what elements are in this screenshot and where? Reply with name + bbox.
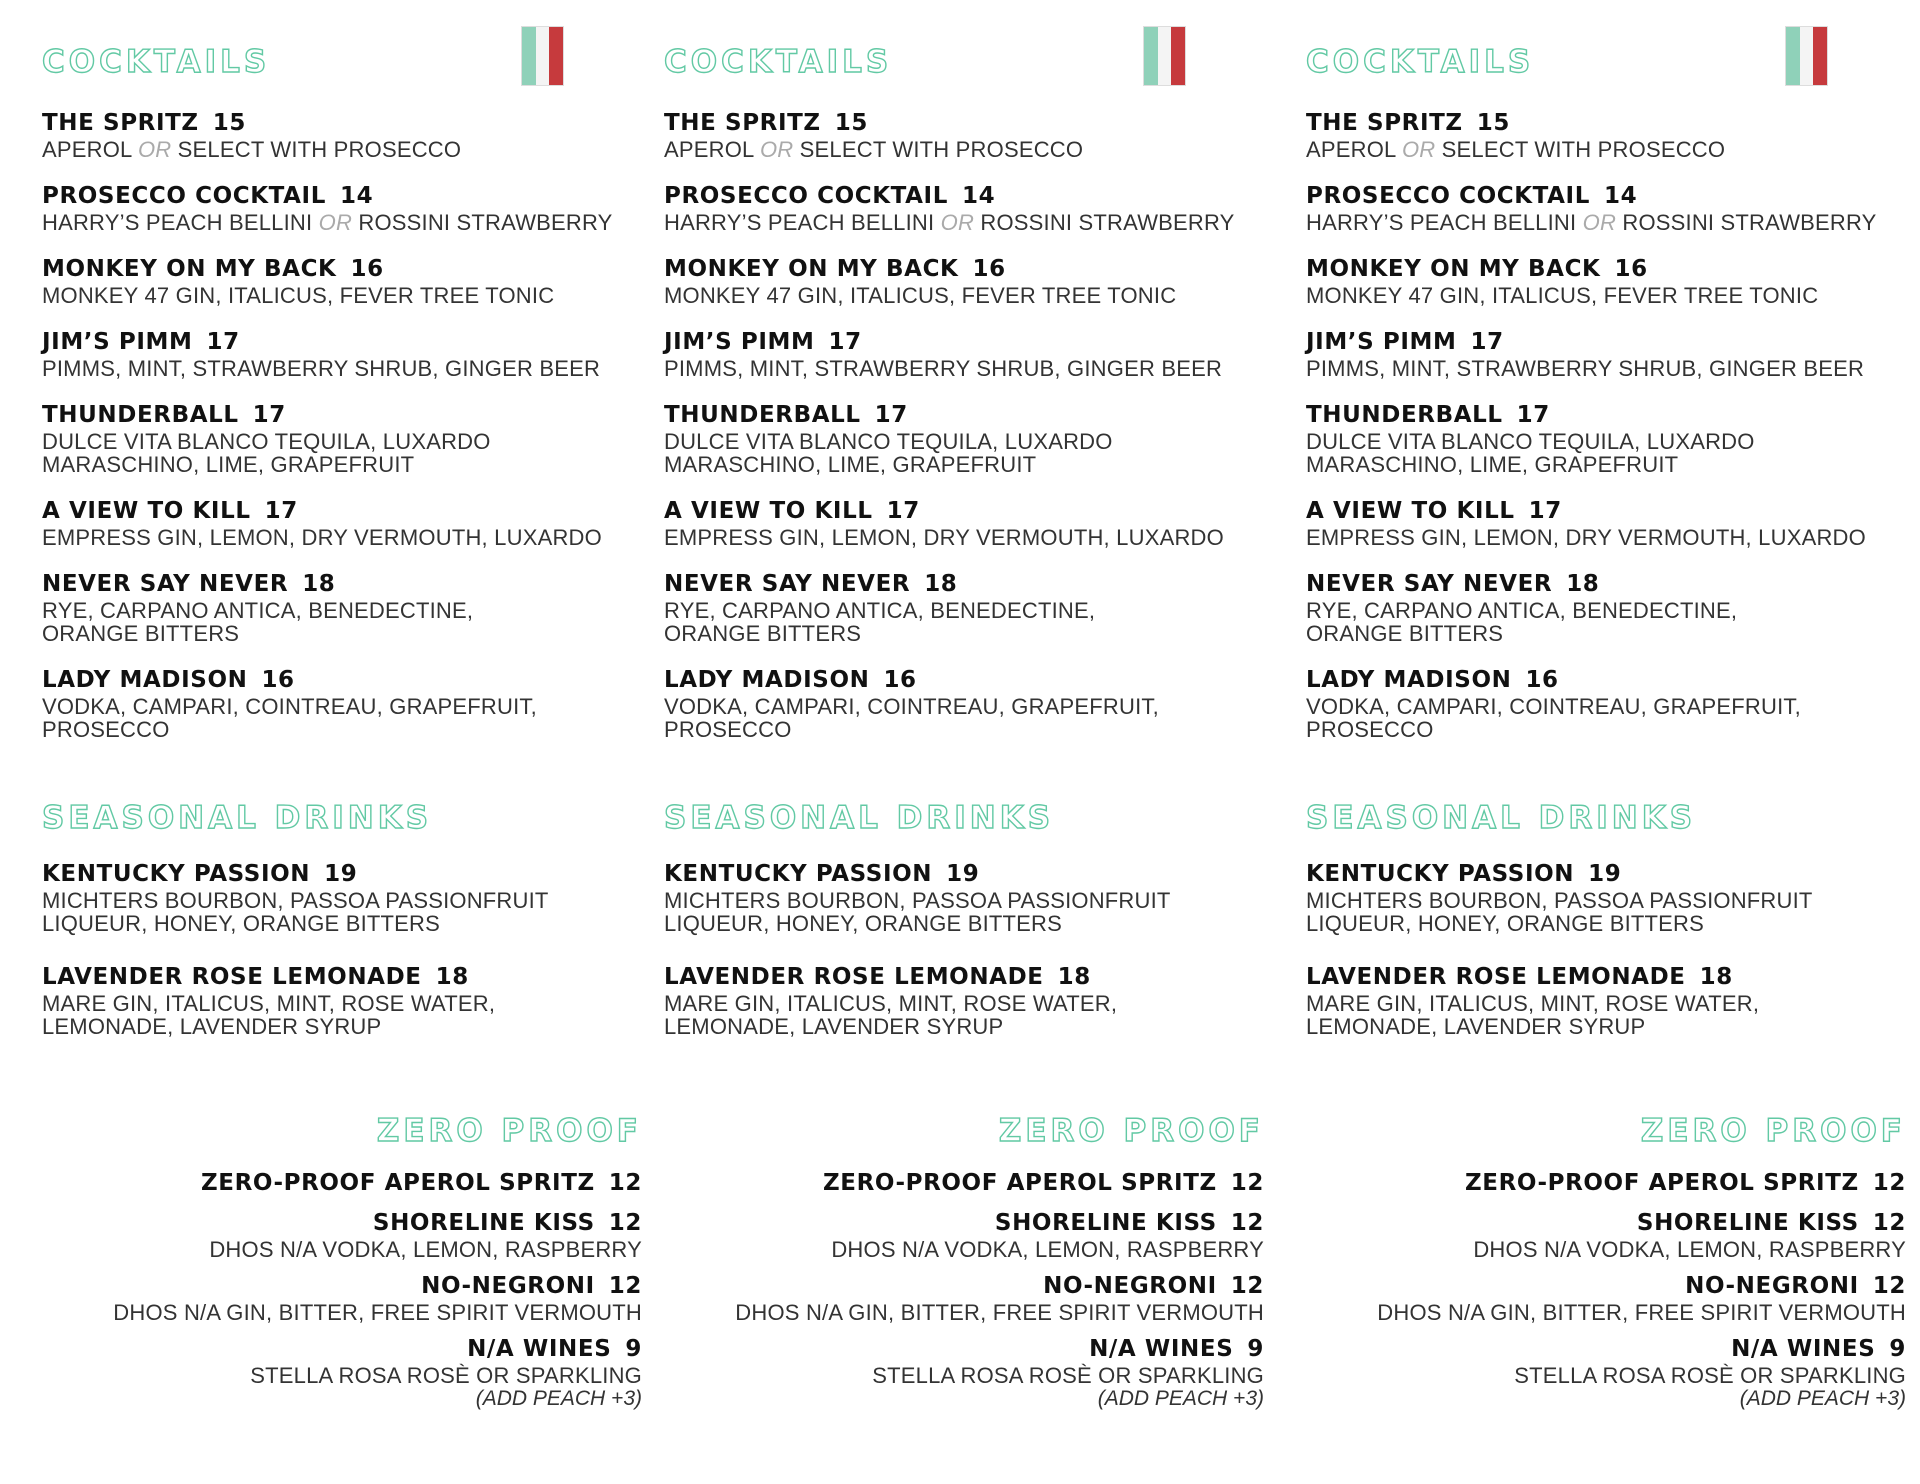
item-desc: MONKEY 47 GIN, ITALICUS, FEVER TREE TONIC — [1306, 283, 1819, 308]
item-name: PROSECCO COCKTAIL — [42, 183, 326, 209]
item-desc: STELLA ROSA ROSÈ OR SPARKLING — [250, 1363, 642, 1388]
menu-item — [664, 859, 1264, 962]
item-name: N/A WINES — [1089, 1336, 1234, 1362]
item-desc: RYE, CARPANO ANTICA, BENEDECTINE, ORANGE BITTERS — [1306, 598, 1738, 646]
item-name: A VIEW TO KILL — [664, 498, 873, 524]
item-price: 18 — [1699, 964, 1733, 990]
menu-column-2 — [664, 0, 1264, 1484]
menu-item — [42, 1334, 642, 1411]
menu-item — [664, 1334, 1264, 1411]
cocktails-heading: COCKTAILS — [664, 44, 893, 80]
item-desc: APEROL — [1306, 137, 1396, 162]
item-name: JIM’S PIMM — [664, 329, 815, 355]
item-price: 16 — [350, 256, 384, 282]
zero-proof-heading: ZERO PROOF — [1640, 1113, 1906, 1149]
item-desc: PIMMS, MINT, STRAWBERRY SHRUB, GINGER BEER — [664, 356, 1223, 381]
item-name: PROSECCO COCKTAIL — [664, 183, 948, 209]
item-name: THUNDERBALL — [1306, 402, 1503, 428]
menu-item — [664, 327, 1264, 400]
item-desc: RYE, CARPANO ANTICA, BENEDECTINE, ORANGE BITTERS — [42, 598, 474, 646]
item-desc: PIMMS, MINT, STRAWBERRY SHRUB, GINGER BEER — [1306, 356, 1865, 381]
item-price: 9 — [1247, 1336, 1264, 1362]
menu-column-3 — [1306, 0, 1906, 1484]
item-price: 16 — [261, 667, 295, 693]
item-price: 18 — [1057, 964, 1091, 990]
item-price: 17 — [1470, 329, 1504, 355]
item-desc: DHOS N/A VODKA, LEMON, RASPBERRY — [209, 1237, 642, 1262]
zero-proof-list — [664, 1168, 1264, 1421]
menu-item — [42, 496, 642, 569]
item-price: 17 — [886, 498, 920, 524]
item-price: 12 — [1872, 1210, 1906, 1236]
menu-item — [1306, 1168, 1906, 1198]
item-desc: STELLA ROSA ROSÈ OR SPARKLING — [872, 1363, 1264, 1388]
item-desc: EMPRESS GIN, LEMON, DRY VERMOUTH, LUXARDO — [664, 525, 1224, 550]
menu-item — [1306, 327, 1906, 400]
menu-item — [42, 400, 642, 496]
menu-item — [664, 665, 1264, 742]
item-desc: HARRY’S PEACH BELLINI — [42, 210, 313, 235]
menu-item — [1306, 108, 1906, 181]
item-desc: MONKEY 47 GIN, ITALICUS, FEVER TREE TONIC — [42, 283, 555, 308]
item-desc: MICHTERS BOURBON, PASSOA PASSIONFRUIT LIQUEUR, HONEY, ORANGE BITTERS — [664, 888, 1171, 936]
menu-item — [42, 327, 642, 400]
seasonal-list — [1306, 859, 1906, 1065]
item-desc: EMPRESS GIN, LEMON, DRY VERMOUTH, LUXARDO — [1306, 525, 1866, 550]
item-price: 19 — [324, 861, 358, 887]
menu-item — [664, 962, 1264, 1065]
or-label: OR — [1401, 137, 1436, 162]
item-desc: PIMMS, MINT, STRAWBERRY SHRUB, GINGER BEER — [42, 356, 601, 381]
menu-item — [42, 181, 642, 254]
menu-item — [664, 496, 1264, 569]
item-note: (ADD PEACH +3) — [1097, 1387, 1264, 1410]
cocktails-list — [42, 108, 642, 742]
menu-item — [664, 108, 1264, 181]
item-desc: HARRY’S PEACH BELLINI — [1306, 210, 1577, 235]
item-name: MONKEY ON MY BACK — [1306, 256, 1601, 282]
item-desc: VODKA, CAMPARI, COINTREAU, GRAPEFRUIT, PROSECCO — [1306, 694, 1801, 742]
item-desc: DHOS N/A VODKA, LEMON, RASPBERRY — [1473, 1237, 1906, 1262]
item-price: 16 — [972, 256, 1006, 282]
menu-item — [664, 1271, 1264, 1324]
item-price: 17 — [874, 402, 908, 428]
menu-item — [42, 1271, 642, 1324]
item-name: SHORELINE KISS — [372, 1210, 595, 1236]
item-name: KENTUCKY PASSION — [1306, 861, 1575, 887]
item-desc: MARE GIN, ITALICUS, MINT, ROSE WATER, LEMONADE, LAVENDER SYRUP — [664, 991, 1118, 1039]
cocktails-list — [1306, 108, 1906, 742]
menu-item — [42, 254, 642, 327]
item-name: NO-NEGRONI — [1043, 1273, 1217, 1299]
item-price: 18 — [435, 964, 469, 990]
menu-item — [42, 569, 642, 665]
item-price: 12 — [1230, 1273, 1264, 1299]
item-desc: DHOS N/A GIN, BITTER, FREE SPIRIT VERMOUTH — [1377, 1300, 1906, 1325]
item-desc: ROSSINI STRAWBERRY — [1622, 210, 1877, 235]
menu-item — [1306, 496, 1906, 569]
menu-item — [1306, 254, 1906, 327]
menu-item — [42, 108, 642, 181]
item-name: LAVENDER ROSE LEMONADE — [1306, 964, 1686, 990]
item-price: 19 — [1588, 861, 1622, 887]
seasonal-heading: SEASONAL DRINKS — [664, 800, 1055, 836]
item-desc: ROSSINI STRAWBERRY — [980, 210, 1235, 235]
or-label: OR — [137, 137, 172, 162]
item-desc: MICHTERS BOURBON, PASSOA PASSIONFRUIT LIQUEUR, HONEY, ORANGE BITTERS — [1306, 888, 1813, 936]
seasonal-heading: SEASONAL DRINKS — [42, 800, 433, 836]
menu-item — [1306, 400, 1906, 496]
item-desc: MONKEY 47 GIN, ITALICUS, FEVER TREE TONIC — [664, 283, 1177, 308]
item-desc: MICHTERS BOURBON, PASSOA PASSIONFRUIT LIQUEUR, HONEY, ORANGE BITTERS — [42, 888, 549, 936]
cocktails-heading: COCKTAILS — [1306, 44, 1535, 80]
item-desc: DULCE VITA BLANCO TEQUILA, LUXARDO MARASCHINO, LIME, GRAPEFRUIT — [1306, 429, 1755, 477]
item-note: (ADD PEACH +3) — [475, 1387, 642, 1410]
menu-item — [1306, 1334, 1906, 1411]
menu-item — [1306, 1208, 1906, 1261]
item-price: 14 — [1603, 183, 1638, 209]
item-name: KENTUCKY PASSION — [664, 861, 933, 887]
item-price: 9 — [1889, 1336, 1906, 1362]
item-desc: DULCE VITA BLANCO TEQUILA, LUXARDO MARASCHINO, LIME, GRAPEFRUIT — [42, 429, 491, 477]
item-desc: SELECT WITH PROSECCO — [177, 137, 462, 162]
menu-item — [664, 569, 1264, 665]
item-price: 9 — [625, 1336, 642, 1362]
item-name: ZERO-PROOF APEROL SPRITZ — [1465, 1170, 1859, 1196]
zero-proof-list — [42, 1168, 642, 1421]
item-name: LADY MADISON — [664, 667, 870, 693]
menu-item — [664, 1208, 1264, 1261]
menu-item — [1306, 1271, 1906, 1324]
item-price: 18 — [302, 571, 336, 597]
menu-item — [664, 400, 1264, 496]
item-desc: DHOS N/A VODKA, LEMON, RASPBERRY — [831, 1237, 1264, 1262]
item-name: SHORELINE KISS — [994, 1210, 1217, 1236]
item-name: N/A WINES — [467, 1336, 612, 1362]
seasonal-list — [42, 859, 642, 1065]
menu-item — [42, 1208, 642, 1261]
item-desc: DULCE VITA BLANCO TEQUILA, LUXARDO MARASCHINO, LIME, GRAPEFRUIT — [664, 429, 1113, 477]
menu-item — [1306, 962, 1906, 1065]
seasonal-heading: SEASONAL DRINKS — [1306, 800, 1697, 836]
item-price: 12 — [1230, 1210, 1264, 1236]
item-price: 15 — [1476, 110, 1510, 136]
item-name: THUNDERBALL — [664, 402, 861, 428]
item-name: JIM’S PIMM — [1306, 329, 1457, 355]
item-price: 17 — [828, 329, 862, 355]
item-name: NEVER SAY NEVER — [664, 571, 911, 597]
item-desc: APEROL — [42, 137, 132, 162]
item-desc: DHOS N/A GIN, BITTER, FREE SPIRIT VERMOUTH — [113, 1300, 642, 1325]
cocktails-heading: COCKTAILS — [42, 44, 271, 80]
menu-item — [42, 1168, 642, 1198]
or-label: OR — [1582, 210, 1617, 235]
item-name: LADY MADISON — [42, 667, 248, 693]
item-name: THUNDERBALL — [42, 402, 239, 428]
item-price: 16 — [883, 667, 917, 693]
item-name: MONKEY ON MY BACK — [42, 256, 337, 282]
italian-flag-icon — [1143, 26, 1186, 86]
item-price: 17 — [1516, 402, 1550, 428]
item-price: 12 — [1872, 1273, 1906, 1299]
item-price: 17 — [264, 498, 298, 524]
zero-proof-heading: ZERO PROOF — [998, 1113, 1264, 1149]
zero-proof-heading: ZERO PROOF — [376, 1113, 642, 1149]
item-desc: RYE, CARPANO ANTICA, BENEDECTINE, ORANGE BITTERS — [664, 598, 1096, 646]
item-desc: STELLA ROSA ROSÈ OR SPARKLING — [1514, 1363, 1906, 1388]
item-desc: SELECT WITH PROSECCO — [799, 137, 1084, 162]
item-desc: HARRY’S PEACH BELLINI — [664, 210, 935, 235]
item-note: (ADD PEACH +3) — [1739, 1387, 1906, 1410]
item-price: 18 — [924, 571, 958, 597]
item-price: 12 — [608, 1170, 642, 1196]
item-price: 12 — [608, 1210, 642, 1236]
menu-item — [42, 859, 642, 962]
item-name: NO-NEGRONI — [421, 1273, 595, 1299]
item-name: LAVENDER ROSE LEMONADE — [664, 964, 1044, 990]
menu-item — [664, 181, 1264, 254]
italian-flag-icon — [521, 26, 564, 86]
item-name: THE SPRITZ — [42, 110, 199, 136]
menu-item — [1306, 181, 1906, 254]
item-name: JIM’S PIMM — [42, 329, 193, 355]
item-name: A VIEW TO KILL — [1306, 498, 1515, 524]
menu-item — [664, 1168, 1264, 1198]
item-name: N/A WINES — [1731, 1336, 1876, 1362]
item-name: LADY MADISON — [1306, 667, 1512, 693]
item-desc: SELECT WITH PROSECCO — [1441, 137, 1726, 162]
item-price: 18 — [1566, 571, 1600, 597]
item-desc: MARE GIN, ITALICUS, MINT, ROSE WATER, LEMONADE, LAVENDER SYRUP — [42, 991, 496, 1039]
item-desc: VODKA, CAMPARI, COINTREAU, GRAPEFRUIT, PROSECCO — [664, 694, 1159, 742]
item-name: THE SPRITZ — [1306, 110, 1463, 136]
item-name: MONKEY ON MY BACK — [664, 256, 959, 282]
menu-column-1 — [42, 0, 642, 1484]
item-price: 12 — [1230, 1170, 1264, 1196]
item-name: KENTUCKY PASSION — [42, 861, 311, 887]
item-name: ZERO-PROOF APEROL SPRITZ — [201, 1170, 595, 1196]
or-label: OR — [940, 210, 975, 235]
item-price: 14 — [961, 183, 996, 209]
item-name: ZERO-PROOF APEROL SPRITZ — [823, 1170, 1217, 1196]
item-name: LAVENDER ROSE LEMONADE — [42, 964, 422, 990]
seasonal-list — [664, 859, 1264, 1065]
item-price: 16 — [1614, 256, 1648, 282]
item-price: 17 — [206, 329, 240, 355]
item-price: 15 — [212, 110, 246, 136]
item-name: PROSECCO COCKTAIL — [1306, 183, 1590, 209]
item-name: SHORELINE KISS — [1636, 1210, 1859, 1236]
item-name: NEVER SAY NEVER — [1306, 571, 1553, 597]
item-price: 14 — [339, 183, 374, 209]
item-desc: APEROL — [664, 137, 754, 162]
cocktails-list — [664, 108, 1264, 742]
menu-item — [1306, 569, 1906, 665]
item-price: 17 — [1528, 498, 1562, 524]
item-desc: ROSSINI STRAWBERRY — [358, 210, 613, 235]
menu-item — [42, 962, 642, 1065]
menu-item — [1306, 665, 1906, 742]
zero-proof-list — [1306, 1168, 1906, 1421]
item-price: 19 — [946, 861, 980, 887]
item-name: NEVER SAY NEVER — [42, 571, 289, 597]
item-price: 12 — [608, 1273, 642, 1299]
item-desc: EMPRESS GIN, LEMON, DRY VERMOUTH, LUXARDO — [42, 525, 602, 550]
item-price: 12 — [1872, 1170, 1906, 1196]
item-name: THE SPRITZ — [664, 110, 821, 136]
item-price: 17 — [252, 402, 286, 428]
item-desc: VODKA, CAMPARI, COINTREAU, GRAPEFRUIT, PROSECCO — [42, 694, 537, 742]
menu-item — [42, 665, 642, 742]
menu-item — [1306, 859, 1906, 962]
item-desc: DHOS N/A GIN, BITTER, FREE SPIRIT VERMOUTH — [735, 1300, 1264, 1325]
italian-flag-icon — [1785, 26, 1828, 86]
item-desc: MARE GIN, ITALICUS, MINT, ROSE WATER, LEMONADE, LAVENDER SYRUP — [1306, 991, 1760, 1039]
or-label: OR — [759, 137, 794, 162]
item-name: A VIEW TO KILL — [42, 498, 251, 524]
item-name: NO-NEGRONI — [1685, 1273, 1859, 1299]
or-label: OR — [318, 210, 353, 235]
item-price: 15 — [834, 110, 868, 136]
item-price: 16 — [1525, 667, 1559, 693]
menu-item — [664, 254, 1264, 327]
